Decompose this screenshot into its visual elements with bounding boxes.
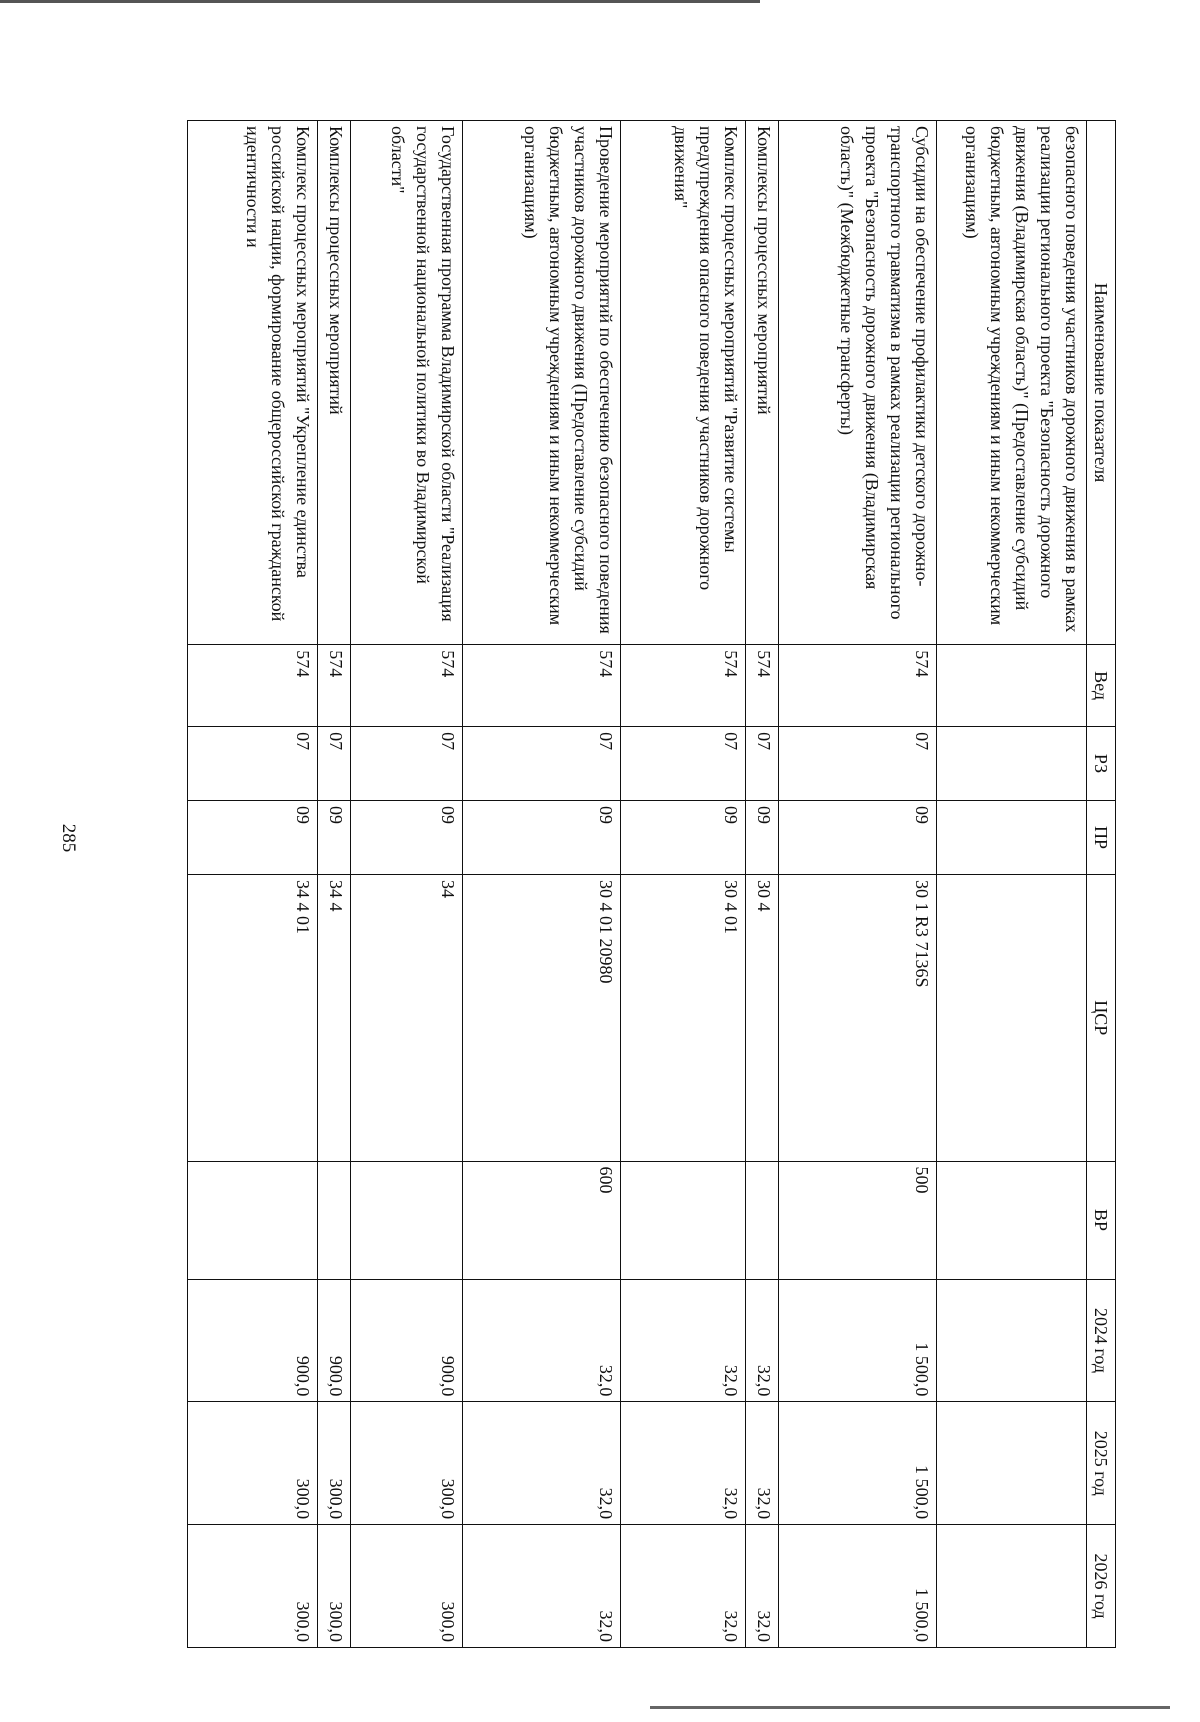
column-header-vr: ВР bbox=[1087, 1161, 1116, 1279]
cell-pr bbox=[937, 801, 1087, 875]
cell-y2025: 300,0 bbox=[188, 1402, 318, 1525]
cell-y2026: 300,0 bbox=[351, 1525, 463, 1648]
page-number: 285 bbox=[58, 823, 79, 853]
cell-y2026: 300,0 bbox=[188, 1525, 318, 1648]
cell-vr bbox=[746, 1161, 779, 1279]
cell-ved: 574 bbox=[779, 645, 937, 727]
cell-rz: 07 bbox=[746, 727, 779, 801]
cell-rz: 07 bbox=[779, 727, 937, 801]
scan-edge-top bbox=[0, 0, 760, 3]
cell-vr: 500 bbox=[779, 1161, 937, 1279]
cell-pr: 09 bbox=[779, 801, 937, 875]
cell-y2024: 900,0 bbox=[351, 1279, 463, 1402]
cell-y2024: 32,0 bbox=[463, 1279, 621, 1402]
cell-pr: 09 bbox=[463, 801, 621, 875]
cell-pr: 09 bbox=[621, 801, 746, 875]
cell-name: Комплекс процессных мероприятий "Развитие системы предупреждения опасного поведения участников дорожного движения" bbox=[621, 121, 746, 645]
cell-name: безопасного поведения участников дорожного движения в рамках реализации регионального проекта "Безопасность дорожного движения (Владимирская область)" (Предоставление субсидий бюджетным, автономным учреждениям и иным некоммерческим организациям) bbox=[937, 121, 1087, 645]
cell-name: Комплексы процессных мероприятий bbox=[318, 121, 351, 645]
cell-csr: 34 4 bbox=[318, 875, 351, 1162]
column-header-y2024: 2024 год bbox=[1087, 1279, 1116, 1402]
column-header-pr: ПР bbox=[1087, 801, 1116, 875]
table-row bbox=[188, 121, 318, 1648]
cell-vr bbox=[621, 1161, 746, 1279]
cell-y2025: 1 500,0 bbox=[779, 1402, 937, 1525]
cell-pr: 09 bbox=[351, 801, 463, 875]
cell-ved: 574 bbox=[621, 645, 746, 727]
table-row bbox=[779, 121, 937, 1648]
cell-rz: 07 bbox=[188, 727, 318, 801]
cell-ved: 574 bbox=[463, 645, 621, 727]
cell-y2025 bbox=[937, 1402, 1087, 1525]
cell-pr: 09 bbox=[318, 801, 351, 875]
cell-y2024: 900,0 bbox=[188, 1279, 318, 1402]
cell-y2026: 32,0 bbox=[621, 1525, 746, 1648]
cell-y2025: 32,0 bbox=[463, 1402, 621, 1525]
cell-csr: 30 4 01 bbox=[621, 875, 746, 1162]
cell-csr bbox=[937, 875, 1087, 1162]
cell-y2024: 32,0 bbox=[621, 1279, 746, 1402]
cell-csr: 34 4 01 bbox=[188, 875, 318, 1162]
cell-ved bbox=[937, 645, 1087, 727]
cell-y2026: 32,0 bbox=[463, 1525, 621, 1648]
cell-vr bbox=[351, 1161, 463, 1279]
cell-vr: 600 bbox=[463, 1161, 621, 1279]
budget-table bbox=[187, 120, 1116, 1648]
cell-rz: 07 bbox=[351, 727, 463, 801]
column-header-rz: РЗ bbox=[1087, 727, 1116, 801]
table-row bbox=[318, 121, 351, 1648]
table-row bbox=[351, 121, 463, 1648]
cell-vr bbox=[188, 1161, 318, 1279]
cell-y2024: 900,0 bbox=[318, 1279, 351, 1402]
cell-y2026: 1 500,0 bbox=[779, 1525, 937, 1648]
table-row bbox=[463, 121, 621, 1648]
cell-csr: 30 4 bbox=[746, 875, 779, 1162]
cell-rz: 07 bbox=[318, 727, 351, 801]
cell-y2025: 300,0 bbox=[318, 1402, 351, 1525]
cell-vr bbox=[937, 1161, 1087, 1279]
cell-name: Комплексы процессных мероприятий bbox=[746, 121, 779, 645]
cell-y2024: 32,0 bbox=[746, 1279, 779, 1402]
cell-vr bbox=[318, 1161, 351, 1279]
column-header-name: Наименование показателя bbox=[1087, 121, 1116, 645]
table-row bbox=[937, 121, 1087, 1648]
cell-y2024: 1 500,0 bbox=[779, 1279, 937, 1402]
table-row bbox=[621, 121, 746, 1648]
cell-name: Государственная программа Владимирской области "Реализация государственной национальной политики во Владимирской области" bbox=[351, 121, 463, 645]
column-header-ved: Вед bbox=[1087, 645, 1116, 727]
table-row bbox=[746, 121, 779, 1648]
cell-name: Проведение мероприятий по обеспечению безопасного поведения участников дорожного движения (Предоставление субсидий бюджетным, автономным учреждениям и иным некоммерческим организациям) bbox=[463, 121, 621, 645]
cell-rz: 07 bbox=[621, 727, 746, 801]
cell-csr: 34 bbox=[351, 875, 463, 1162]
cell-y2026: 300,0 bbox=[318, 1525, 351, 1648]
cell-y2025: 300,0 bbox=[351, 1402, 463, 1525]
cell-y2024 bbox=[937, 1279, 1087, 1402]
cell-ved: 574 bbox=[188, 645, 318, 727]
cell-ved: 574 bbox=[318, 645, 351, 727]
cell-name: Субсидии на обеспечение профилактики детского дорожно-транспортного травматизма в рамках реализации регионального проекта "Безопасность дорожного движения (Владимирская область)" (Межбюджетные трансферты) bbox=[779, 121, 937, 645]
cell-rz: 07 bbox=[463, 727, 621, 801]
table-header-row bbox=[1087, 121, 1116, 1648]
column-header-csr: ЦСР bbox=[1087, 875, 1116, 1162]
cell-rz bbox=[937, 727, 1087, 801]
cell-ved: 574 bbox=[746, 645, 779, 727]
cell-pr: 09 bbox=[188, 801, 318, 875]
cell-y2025: 32,0 bbox=[746, 1402, 779, 1525]
column-header-y2026: 2026 год bbox=[1087, 1525, 1116, 1648]
cell-pr: 09 bbox=[746, 801, 779, 875]
cell-name: Комплекс процессных мероприятий "Укрепление единства российской нации, формирование общероссийской гражданской идентичности и bbox=[188, 121, 318, 645]
cell-y2026: 32,0 bbox=[746, 1525, 779, 1648]
cell-ved: 574 bbox=[351, 645, 463, 727]
cell-csr: 30 4 01 20980 bbox=[463, 875, 621, 1162]
rotated-table-container bbox=[146, 120, 1116, 1648]
table-body bbox=[188, 121, 1087, 1648]
cell-y2025: 32,0 bbox=[621, 1402, 746, 1525]
column-header-y2025: 2025 год bbox=[1087, 1402, 1116, 1525]
cell-csr: 30 1 R3 7136S bbox=[779, 875, 937, 1162]
cell-y2026 bbox=[937, 1525, 1087, 1648]
scan-edge-bottom bbox=[650, 1706, 1170, 1709]
